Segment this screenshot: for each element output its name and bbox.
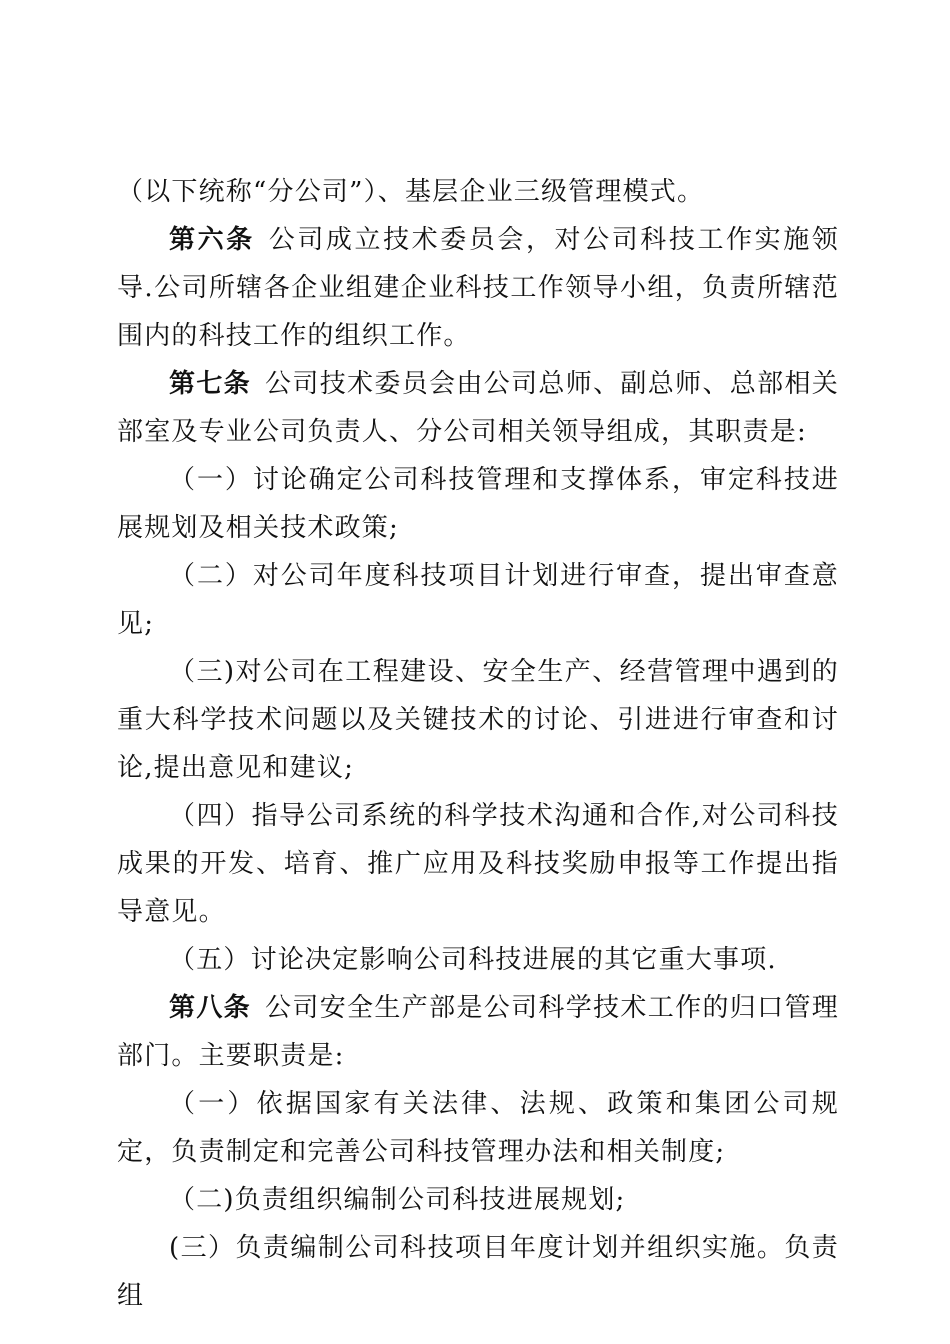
list-item: [117, 552, 839, 648]
article-number: 第六条: [169, 225, 255, 255]
paragraph-text: （三)对公司在工程建设、安全生产、经营管理中遇到的重大科学技术问题以及关键技术的讨论、引进进行审查和讨论,提出意见和建议;: [117, 657, 839, 783]
paragraph-text: （四）指导公司系统的科学技术沟通和合作,对公司科技成果的开发、培育、推广应用及科技奖励申报等工作提出指导意见。: [117, 801, 839, 927]
paragraph-continuation: [117, 168, 839, 216]
paragraph-text: （一）依据国家有关法律、法规、政策和集团公司规定，负责制定和完善公司科技管理办法和相关制度;: [117, 1089, 839, 1167]
paragraph-text: 公司成立技术委员会，对公司科技工作实施领导.公司所辖各企业组建企业科技工作领导小组，负责所辖范围内的科技工作的组织工作。: [117, 225, 839, 351]
paragraph-text: （二）对公司年度科技项目计划进行审查，提出审查意见;: [117, 561, 839, 639]
paragraph-text: （以下统称“分公司”）、基层企业三级管理模式。: [117, 177, 705, 207]
paragraph-text: （二)负责组织编制公司科技进展规划;: [169, 1185, 626, 1215]
paragraph-text: (三）负责编制公司科技项目年度计划并组织实施。负责组: [117, 1233, 839, 1311]
article-number: 第八条: [169, 993, 252, 1023]
article-8-paragraph: [117, 984, 839, 1080]
list-item: [117, 456, 839, 552]
paragraph-text: 公司技术委员会由公司总师、副总师、总部相关部室及专业公司负责人、分公司相关领导组成，其职责是:: [117, 369, 840, 447]
list-item: [117, 1080, 839, 1176]
paragraph-text: （五）讨论决定影响公司科技进展的其它重大事项.: [169, 945, 777, 975]
paragraph-text: （一）讨论确定公司科技管理和支撑体系，审定科技进展规划及相关技术政策;: [117, 465, 839, 543]
paragraph-text: 公司安全生产部是公司科学技术工作的归口管理部门。主要职责是:: [117, 993, 840, 1071]
document-body: [117, 168, 839, 1320]
list-item: [117, 792, 839, 936]
article-6-paragraph: [117, 216, 839, 360]
list-item: [117, 1176, 839, 1224]
article-7-paragraph: [117, 360, 839, 456]
list-item: [117, 936, 839, 984]
list-item: [117, 1224, 839, 1320]
article-number: 第七条: [169, 369, 252, 399]
list-item: [117, 648, 839, 792]
